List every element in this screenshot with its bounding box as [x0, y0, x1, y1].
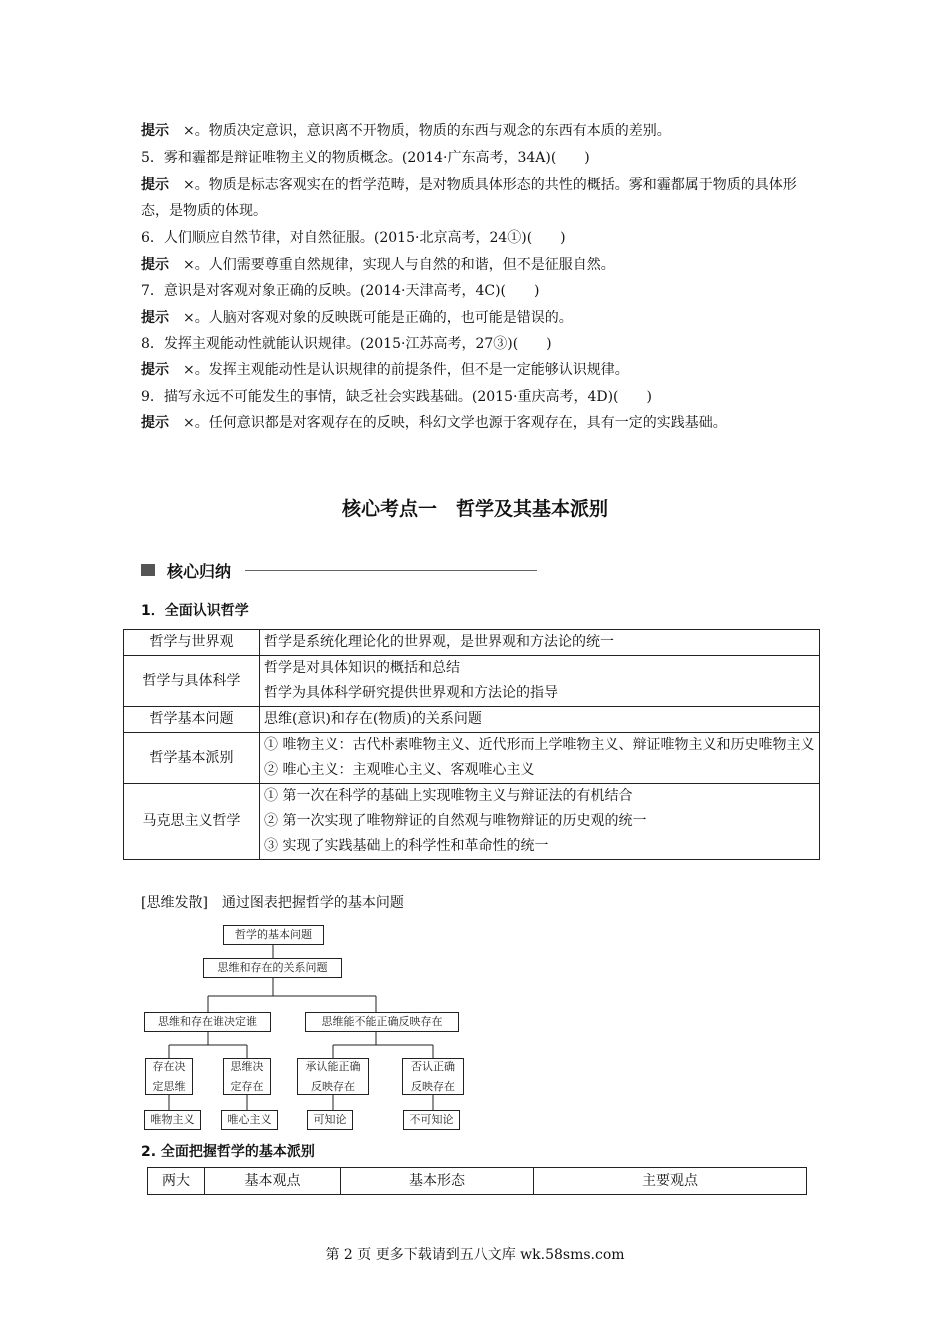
- table-header-cell: 基本观点: [205, 1168, 341, 1195]
- core-topic-heading: 核心考点一 哲学及其基本派别: [341, 498, 608, 520]
- question-5: 5．雾和霾都是辩证唯物主义的物质概念。(2014·广东高考，34A)( ): [141, 150, 590, 166]
- diagram-node-rr: 否认正确反映存在: [402, 1058, 464, 1095]
- tip-label: 提示: [141, 123, 169, 139]
- diagram-node-agnosticism: 不可知论: [403, 1110, 460, 1130]
- tip-text: ×。人们需要尊重自然规律，实现人与自然的和谐，但不是征服自然。: [183, 257, 615, 273]
- table-line: 思维(意识)和存在(物质)的关系问题: [264, 711, 482, 727]
- table-line: 哲学是对具体知识的概括和总结: [264, 660, 460, 676]
- question-9: 9．描写永远不可能发生的事情，缺乏社会实践基础。(2015·重庆高考，4D)( ): [141, 389, 652, 405]
- table-header-row: [148, 1168, 807, 1195]
- table-line: ② 第一次实现了唯物辩证的自然观与唯物辩证的历史观的统一: [264, 813, 647, 829]
- tip-label: 提示: [141, 362, 169, 378]
- table-header-cell: 主要观点: [534, 1168, 807, 1195]
- table-key: 哲学基本问题: [124, 707, 260, 733]
- diagram-node-left: 思维和存在谁决定谁: [144, 1012, 271, 1032]
- table-key: 哲学与世界观: [124, 630, 260, 656]
- page-footer: 第 2 页 更多下载请到五八文库 wk.58sms.com: [325, 1247, 625, 1263]
- caption-bracket: [思维发散]: [141, 895, 208, 911]
- diagram-node-lr: 思维决定存在: [223, 1058, 271, 1095]
- tip-text: ×。物质决定意识，意识离不开物质，物质的东西与观念的东西有本质的差别。: [183, 123, 671, 139]
- school-table: [147, 1167, 807, 1195]
- tip-text: ×。任何意识都是对客观存在的反映，科幻文学也源于客观存在，具有一定的实践基础。: [183, 415, 727, 431]
- subheading-1: 1．全面认识哲学: [141, 603, 249, 619]
- tip-label: 提示: [141, 310, 169, 326]
- table-line: 哲学是系统化理论化的世界观，是世界观和方法论的统一: [264, 634, 614, 650]
- table-line: 哲学为具体科学研究提供世界观和方法论的指导: [264, 685, 558, 701]
- table-line: ① 唯物主义：古代朴素唯物主义、近代形而上学唯物主义、辩证唯物主义和历史唯物主义: [264, 737, 815, 753]
- caption-text: 通过图表把握哲学的基本问题: [221, 895, 404, 911]
- tip-label: 提示: [141, 177, 169, 193]
- diagram-node-right: 思维能不能正确反映存在: [305, 1012, 459, 1032]
- tip-text: ×。人脑对客观对象的反映既可能是正确的，也可能是错误的。: [183, 310, 573, 326]
- tip-text: ×。发挥主观能动性是认识规律的前提条件，但不是一定能够认识规律。: [183, 362, 629, 378]
- diagram-node-materialism: 唯物主义: [144, 1110, 201, 1130]
- table-key: 哲学基本派别: [124, 733, 260, 784]
- section-title: 核心归纳: [167, 561, 232, 581]
- table-header-cell: 基本形态: [341, 1168, 534, 1195]
- diagram-node-idealism: 唯心主义: [221, 1110, 278, 1130]
- table-header-cell: 两大: [148, 1168, 205, 1195]
- tip-label: 提示: [141, 415, 169, 431]
- diagram-node-ll: 存在决定思维: [145, 1058, 193, 1095]
- table-line: ① 第一次在科学的基础上实现唯物主义与辩证法的有机结合: [264, 788, 633, 804]
- table-line: ② 唯心主义：主观唯心主义、客观唯心主义: [264, 762, 535, 778]
- question-6: 6．人们顺应自然节律，对自然征服。(2015·北京高考，24①)( ): [141, 230, 566, 246]
- diagram-node-root: 哲学的基本问题: [223, 925, 324, 945]
- table-line: ③ 实现了实践基础上的科学性和革命性的统一: [264, 838, 549, 854]
- diagram-node-knowability: 可知论: [307, 1110, 353, 1130]
- subheading-2: 2. 全面把握哲学的基本派别: [141, 1144, 315, 1160]
- question-7: 7．意识是对客观对象正确的反映。(2014·天津高考，4C)( ): [141, 283, 540, 299]
- table-key: 哲学与具体科学: [124, 656, 260, 707]
- table-key: 马克思主义哲学: [124, 784, 260, 860]
- tip-text: ×。物质是标志客观实在的哲学范畴，是对物质具体形态的共性的概括。雾和霾都属于物质的具体形态，是物质的体现。: [141, 177, 797, 219]
- diagram-node-rl: 承认能正确反映存在: [297, 1058, 369, 1095]
- question-8: 8．发挥主观能动性就能认识规律。(2015·江苏高考，27③)( ): [141, 336, 552, 352]
- tip-label: 提示: [141, 257, 169, 273]
- diagram-node-relation: 思维和存在的关系问题: [203, 958, 342, 978]
